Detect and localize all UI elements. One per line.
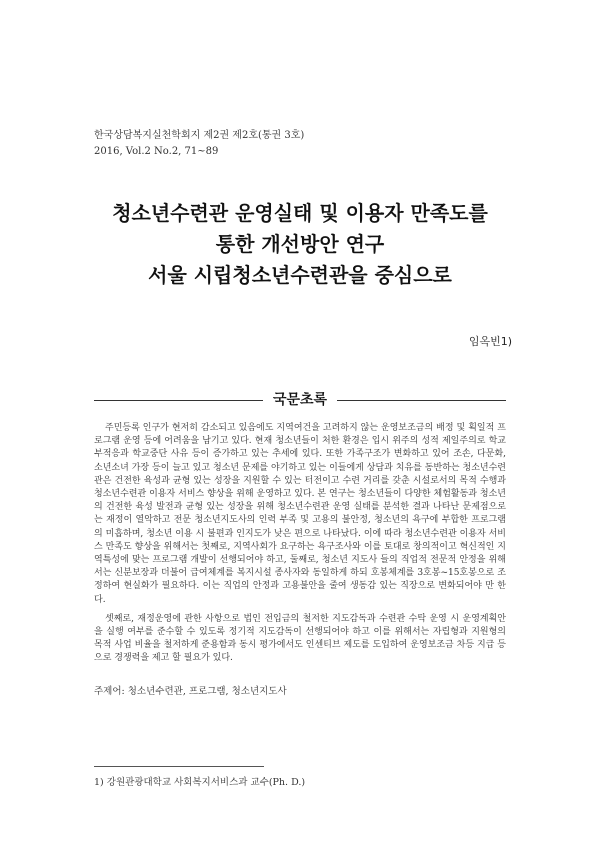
abstract-paragraph-2: 셋째로, 재정운영에 관한 사항으로 법인 전입금의 철저한 지도감독과 수련관 수탁 운영 시 운영계획안을 실행 여부를 준수할 수 있도록 정기적 지도감독이 선행되어야 하고 이를 위해서는 자립형과 지원형의 목적 사업 비율을 철저하게 준용함과 동시 평가에서도 인센티브 제도를 도입하여 운영보조금 차등 지급 등으로 경쟁력을 제고 할 필요가 있다. [94, 613, 506, 664]
author-name: 임옥빈1) [468, 335, 512, 348]
title-line-3: 서울 시립청소년수련관을 중심으로 [148, 263, 452, 287]
abstract [94, 422, 506, 672]
footnote: 1) 강원관광대학교 사회복지서비스과 교수(Ph. D.) [94, 777, 306, 788]
paper-title [60, 198, 540, 291]
title-line-1: 청소년수련관 운영실태 및 이용자 만족도를 [112, 201, 488, 225]
title-line-2: 통한 개선방안 연구 [215, 232, 385, 256]
keywords: 주제어: 청소년수련관, 프로그램, 청소년지도사 [94, 686, 287, 697]
journal-info [94, 128, 304, 159]
section-heading-wrapper [0, 389, 600, 409]
journal-issue: 2016, Vol.2 No.2, 71~89 [94, 145, 219, 157]
abstract-paragraph-1: 주민등록 인구가 현저히 감소되고 있음에도 지역여건을 고려하지 않는 운영보조금의 배정 및 획일적 프로그램 운영 등에 어려움을 남기고 있다. 현재 청소년들이 처한 환경은 입시 위주의 성적 제일주의로 학교 부적응과 학교중단 사유 등이 증가하고 있는 추세에 있다. 또한 가족구조가 변화하고 있어 조손, 다문화, 소년소녀 가장 등이 늘고 있고 청소년 문제를 야기하고 있는 이들에게 상담과 치유를 동반하는 청소년수련관은 건전한 육성과 균형 있는 성장을 지원할 수 있는 터전이고 수련 거리를 갖춘 시설로서의 목적 수행과 청소년수련관 이용자 서비스 향상을 위해 운영하고 있다. 본 연구는 청소년들이 다양한 체험활동과 청소년의 건전한 육성 발전과 균형 있는 성장을 위해 청소년수련관 운영 실태를 분석한 결과 나타난 문제점으로는 재정이 열악하고 전문 청소년지도사의 인력 부족 및 고용의 불안정, 청소년의 욕구에 부합한 프로그램의 미흡하며, 청소년 이용 시 불편과 인지도가 낮은 편으로 나타났다. 이에 따라 청소년수련관 이용자 서비스 만족도 향상을 위해서는 첫째로, 지역사회가 요구하는 욕구조사와 이를 토대로 창의적이고 혁신적인 지역특성에 맞는 프로그램 개발이 선행되어야 하고, 둘째로, 청소년 지도사 들의 직업적 전문적 안정을 위해서는 신분보장과 더불어 급여체계를 복지시설 종사자와 동일하게 하되 호봉체계를 3호봉~15호봉으로 조정하여 현실화가 필요하다. 이는 직업의 안정과 고용불안을 줄여 생동감 있는 직장으로 변화되어야 만 한다. [94, 423, 506, 605]
section-heading: 국문초록 [263, 392, 337, 408]
footnote-divider [94, 766, 264, 767]
journal-name: 한국상담복지실천학회지 제2권 제2호(통권 3호) [94, 130, 305, 141]
